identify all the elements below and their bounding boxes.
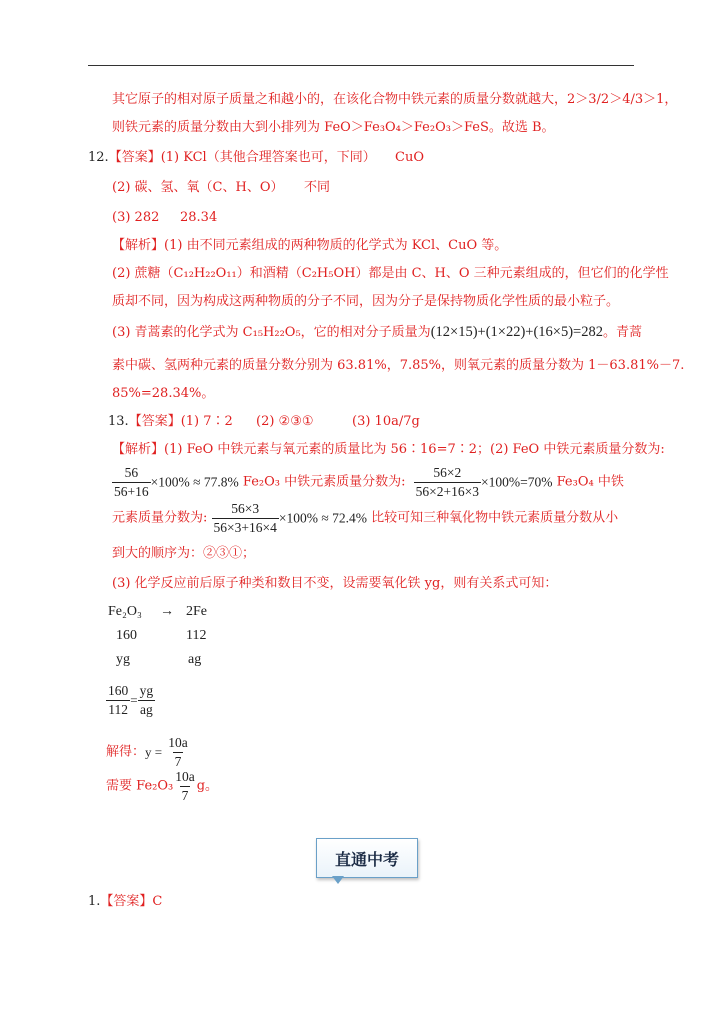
denominator: 7 [174,754,182,769]
final-answer [88,894,162,910]
analysis-line: 素中碳、氢两种元素的质量分数分别为 63.81%，7.85%，则氧元素的质量分数为 1－63.81%－7. [112,358,685,373]
numerator: 56×2 [433,465,462,480]
relation-value: ag [188,652,202,667]
numerator: 10a [168,735,188,750]
analysis-line [112,324,642,341]
analysis-text: 。青蒿 [602,325,642,340]
analysis-text: Fe₂O₃ 中铁元素质量分数为: [242,474,406,490]
text-line: 则铁元素的质量分数由大到小排列为 FeO＞Fe₃O₄＞Fe₂O₃＞FeS。故选 B。 [112,120,555,135]
analysis-line [112,238,507,254]
answer-tag: 【答案】 [108,150,161,165]
relation-value: yg [116,652,130,667]
solution [106,734,190,771]
fraction-row-2 [112,500,618,537]
relation-value: 160 [116,628,137,643]
numerator: 10a [175,769,195,784]
relation-formula: Fe₂O₃ [108,604,142,619]
molar-mass-formula: (12×15)+(1×22)+(16×5)=282 [430,324,603,340]
answer-part: (3) 282 [112,210,160,225]
analysis-line: (3) 化学反应前后原子种类和数目不变，设需要氧化铁 yg，则有关系式可知： [112,576,558,591]
section-badge [316,838,418,878]
question-13-answer [108,414,233,430]
fraction-row-1 [112,464,624,501]
analysis-tag: 【解析】 [112,442,165,457]
relation-value: 112 [186,628,207,643]
analysis-text: (1) FeO 中铁元素与氧元素的质量比为 56∶16=7∶2；(2) FeO 中铁元素质量分数为: [164,442,665,457]
analysis-text: 比较可知三种氧化物中铁元素质量分数从小 [371,510,619,526]
question-number: 13. [108,414,129,429]
answer-part: (1) KCl（其他合理答案也可，下同） [160,150,376,165]
relation-product: 2Fe [186,604,207,619]
question-12-answer [88,150,376,166]
answer-part: 不同 [304,180,331,195]
question-number: 1. [88,894,101,909]
answer-part: (2) 碳、氢、氧（C、H、O） [112,180,284,195]
analysis-line: 质却不同，因为构成这两种物质的分子不同，因为分子是保持物质化学性质的最小粒子。 [112,294,620,309]
conclusion-text: g。 [196,778,219,794]
arrow: → [160,604,174,619]
solution-label: 解得： [106,744,146,760]
solution-variable: y = [145,744,163,760]
equals-sign: = [130,692,138,708]
analysis-text: (3) 青蒿素的化学式为 C₁₅H₂₂O₅，它的相对分子质量为 [112,325,431,340]
numerator: 56×3 [231,501,260,516]
analysis-text: (1) 由不同元素组成的两种物质的化学式为 KCl、CuO 等。 [164,238,508,253]
answer-part: CuO [395,150,424,165]
fraction [138,682,156,719]
analysis-line: 85%=28.34%。 [112,386,215,401]
numerator: 160 [108,683,129,698]
denominator: 56+16 [114,484,149,499]
numerator: yg [139,683,154,698]
fraction [106,682,130,719]
denominator: 7 [181,788,189,803]
analysis-text: 元素质量分数为: [112,510,208,526]
answer-part: (3) 10a/7g [352,414,420,429]
conclusion [106,768,218,805]
fraction [112,464,151,501]
answer-part: (2) ②③① [256,414,314,429]
fraction-result: ×100%=70% [481,474,553,490]
fraction [166,734,190,771]
answer-tag: 【答案】 [100,894,153,909]
analysis-tag: 【解析】 [112,238,165,253]
numerator: 56 [124,465,139,480]
analysis-line [112,442,665,458]
denominator: 56×2+16×3 [415,484,479,499]
answer-part: (1) 7∶2 [180,414,233,429]
fraction-result: ×100% ≈ 72.4% [278,510,368,526]
header-rule [88,65,634,66]
analysis-line: 到大的顺序为：②③①； [112,546,256,561]
fraction [414,464,481,501]
fraction-result: ×100% ≈ 77.8% [150,474,239,490]
analysis-line: (2) 蔗糖（C₁₂H₂₂O₁₁）和酒精（C₂H₅OH）都是由 C、H、O 三种元素组成的，但它们的化学性 [112,266,669,281]
question-number: 12. [88,150,109,165]
denominator: 112 [108,702,128,717]
proportion [106,682,155,719]
answer-value: C [152,894,163,909]
answer-part: 28.34 [180,210,218,225]
fraction [173,768,197,805]
conclusion-text: 需要 Fe₂O₃ [106,778,174,794]
answer-tag: 【答案】 [128,414,181,429]
denominator: 56×3+16×4 [213,520,277,535]
analysis-text: Fe₃O₄ 中铁 [556,474,624,490]
section-title: 直通中考 [334,849,399,869]
denominator: ag [139,702,153,717]
fraction [212,500,279,537]
text-line: 其它原子的相对原子质量之和越小的，在该化合物中铁元素的质量分数就越大，2＞3/2＞4/3＞1， [112,92,678,107]
badge-tail [332,876,344,884]
